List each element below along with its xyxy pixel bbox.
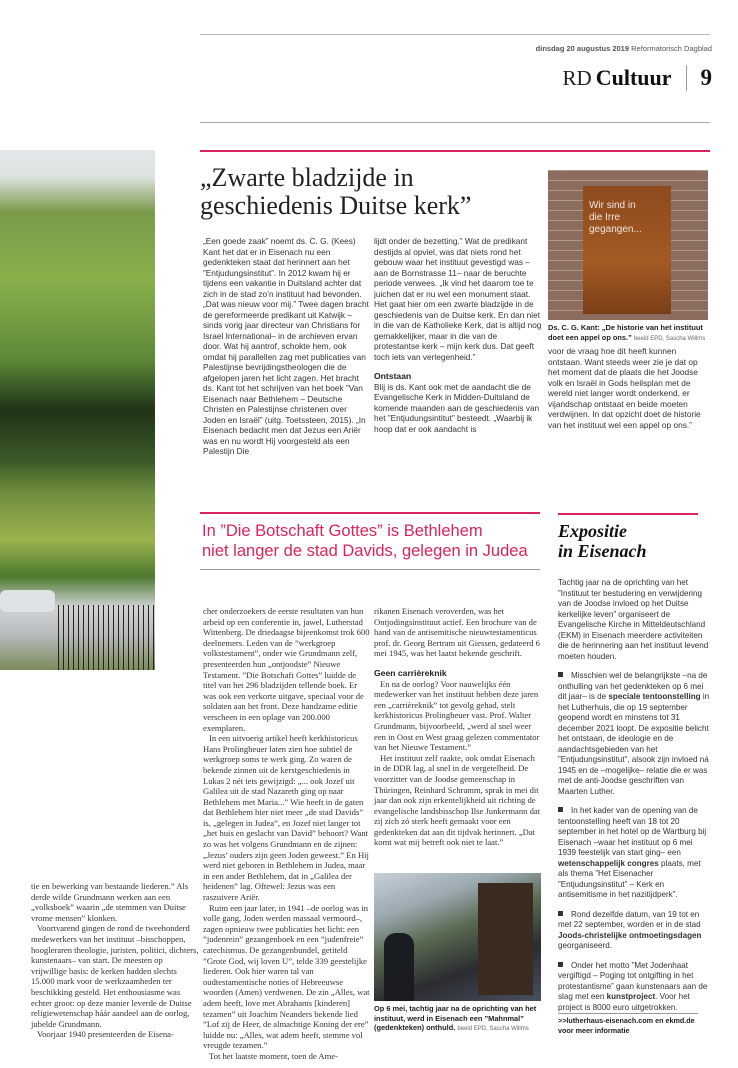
section-header: [563, 64, 712, 92]
bullet-text: georganiseerd.: [558, 941, 612, 950]
article2-column-0: [31, 881, 199, 1040]
caption-text: Op 6 mei, tachtig jaar na de oprichting van het instituut, werd in Eisenach een ”Mahnmal” (gedenkteken) onthuld.: [374, 1004, 537, 1032]
paper-name: Reformatorisch Dagblad: [631, 44, 712, 53]
memorial-wall: [478, 883, 533, 995]
fence-shape: [58, 605, 155, 670]
top-rule: [200, 34, 710, 35]
article1-headline: „Zwarte bladzijde in geschiedenis Duitse kerk”: [200, 163, 472, 220]
bullet-text: in het Lutherhuis, die op 19 september geopend wordt en minstens tot 31 december 2021 loopt. De expositie belicht het ontstaan, de ideologie en de aandachtsgebieden van het ”Entjudungsinstitut”, alsook zijn invloed ná 1945 en de –mogelijke– relatie die er was met de anti-Joodse geschriften van Maarten Luther.: [558, 692, 710, 796]
date: dinsdag 20 augustus 2019: [535, 44, 630, 53]
rusted-memorial: [583, 186, 671, 314]
article2-paragraph: tie en bewerking van bestaande liederen.” Als derde wilde Grundmann werken aan een „volksboek” waarin „de stemmen van Duitse vrome mensen” klonken.: [31, 881, 189, 923]
header-rule: [200, 122, 710, 123]
bullet-square-icon: [558, 962, 563, 967]
memorial-photo: [548, 170, 708, 320]
article2-paragraph: In een uitvoerig artikel heeft kerkhistoricus Hans Prolingheuer laten zien hoe subtiel de werkgroep soms te werk ging. Zo waren de bekende zinnen uit de kerstgeschiedenis in Lukas 2 nét iets gewijzigd: „... ook Jozef uit Galilea uit de stad Nazareth ging op naar Bethlehem met Maria...” Wie heeft in de gaten dat Bethlehem hier niet meer „de stad Davids” is, „gelegen in Judea”, en Jozef niet langer tot „het huis en geslacht van David” behoort? Want zo was het volgens Grundmann en de zijnen: „Jezus’ ouders zijn geen Joden geweest.” En Hij werd niet geboren in Bethlehem in Judea, maar in een ander Bethlehem, dat in „Galilea der heidenen” lag. Oftewel: Jezus was een raszuivere Ariër.: [203, 733, 369, 903]
article2-headline-rule: [200, 569, 540, 570]
bullet-text: Misschien wel de belangrijkste –na de onthulling van het gedenkteken op 6 mei dit jaar– is de: [558, 671, 708, 701]
headline-line: In ”Die Botschaft Gottes” is Bethlehem: [202, 522, 483, 540]
article1-column-3: voor de vraag hoe dit heeft kunnen ontstaan. Want steeds weer zie je dat op het moment dat de plaats die het Joodse volk en Israël in Gods heilsplan met de wereld niet langer wordt onderkend, er vijandschap ontstaat en beide moeten verdwijnen. In dat opzicht doet de historie van het instituut wel een appel op ons.”: [548, 346, 701, 430]
bullet-highlight: speciale tentoonstelling: [608, 692, 701, 701]
section-title: Cultuur: [595, 65, 672, 90]
sidebar-bullet: [558, 910, 710, 952]
sidebar-bottom-rule: [558, 1013, 698, 1014]
article2-top-rule: [200, 512, 540, 514]
article1-column-1: „Een goede zaak” noemt ds. C. G. (Kees) Kant het dat er in Eisenach nu een gedenkteken staat dat herinnert aan het ”Entjudungsinstitut”. In 2012 kwam hij er tijdens een vakantie in Duitsland achter dat zich in de stad zo’n instituut had bevonden. „Dat was nieuw voor mij.” Twee dagen bracht de gereformeerde predikant uit Katwijk –sinds vorig jaar directeur van Christians for Israel International– in de archieven ervan door. Wat hij aantrof, schokte hem, ook omdat hij parallellen zag met publicaties van Palestijnse bevrijdingstheologen die de afgelopen jaren het licht zagen. Het bracht ds. Kant tot het schrijven van het boek ”Van Eisenach naar Bethlehem – Deutsche Christen en Palestijnse christenen over Joden en Israël” (uitg. Toetssteen, 2015). „In Eisenach bedacht men dat Jezus een Ariër was en nu wordt Hij voorgesteld als een Palestijn Die: [203, 236, 369, 456]
person-silhouette: [384, 933, 414, 1001]
bullet-square-icon: [558, 672, 563, 677]
sidebar-intro: Tachtig jaar na de oprichting van het ”Instituut ter bestudering en verwijdering van de Joodse invloed op het Duitse kerkelijke leven” organiseert de Evangelische Kirche in Mitteldeutschland (EKM) in Eisenach meerdere activiteiten die de herinnering aan het instituut levend moeten houden.: [558, 578, 709, 661]
bullet-text: plaats, met als thema ”Het Eisenacher ”Entjudungsinstitut” – Kerk en antisemitisme in het nazitijdperk”.: [558, 858, 701, 899]
article2-paragraph: rikanen Eisenach veroverden, was het Ontjodingsinstituut actief. Een brochure van de hand van de antisemitische nieuwtestamenticus prof. dr. Georg Bertram uit Giessen, gedateerd 6 mei 1945, was het laatst bekende geschrift.: [374, 606, 540, 659]
bullet-text: Onder het motto ”Met Jodenhaat vergiftigd – Poging tot ontgifting in het protestantisme” gaan kunstenaars aan de slag met een: [558, 960, 708, 1001]
article1-subhead: Ontstaan: [374, 371, 412, 381]
bullet-square-icon: [558, 807, 563, 812]
bullet-highlight: Joods-christelijke ontmoetingsdagen: [558, 930, 702, 940]
sidebar-bullet: [558, 671, 710, 797]
article2-paragraph: En na de oorlog? Voor nauwelijks één medewerker van het instituut hebben deze jaren een „carrièreknik” tot gevolg gehad, stelt kerkhistoricus Prolingheuer vast. Prof. Walter Grundmann, bijvoorbeeld, „werd al snel weer een in Oost en West graag gelezen commentator van het Nieuwe Testament.”: [374, 678, 540, 753]
article1-caption: [548, 323, 710, 344]
photo-credit: beeld EPD, Sascha Willms: [633, 335, 706, 342]
bullet-text: Rond dezelfde datum, van 19 tot en met 22 september, worden er in de stad: [558, 909, 701, 929]
dateline: [536, 44, 712, 53]
bullet-square-icon: [558, 911, 563, 916]
title-line: Expositie: [558, 521, 628, 541]
article2-caption: [374, 1004, 544, 1035]
memorial-inscription: Wir sind in die Irre gegangen...: [589, 200, 642, 235]
article2-paragraph: Voorjaar 1940 presenteerden de Eisena-: [37, 1029, 174, 1040]
article2-paragraph: Tot het laatste moment, toen de Ame-: [209, 1050, 338, 1061]
bullet-text: . Voor het project is 8000 euro uitgetrokken.: [558, 992, 690, 1012]
sidebar-body: [558, 578, 710, 1013]
sidebar-bullet: [558, 961, 710, 1014]
unveiling-photo: [374, 873, 541, 1001]
photo-credit: beeld EPD, Sascha Willms: [457, 1026, 529, 1032]
caption-text: Ds. C. G. Kant: „De historie van het instituut doet een appel op ons.”: [548, 323, 703, 342]
article2-paragraph: Ruim een jaar later, in 1941 –de oorlog was in volle gang, Joden werden massaal vermoord–, zagen opnieuw twee publicaties het licht: een ”judenrein” gezangenboek en een ”judenfreie” catechismus. De gezangenbundel, getiteld ”Grote God, wij loven U”, telde 339 geestelijke liederen. Ook hier waren tal van oudtestamentische noties of Hebreeuwse woorden (Amen) verdwenen. De zin „Alles, wat adem heeft, love met Abrahams [kinderen] tezamen” uit Joachim Neanders bekende lied ”Lof zij de Heer, de almachtige Koning der ere” luidde nu: „Alles, wat adem heeft, stemme vol vreugde tezamen.”: [203, 902, 370, 1051]
brand-logo: RD: [562, 65, 592, 90]
title-line: in Eisenach: [558, 541, 647, 561]
article2-subhead: Geen carrièreknik: [374, 667, 447, 678]
sidebar-title: [558, 521, 708, 561]
headline-line: niet langer de stad Davids, gelegen in Judea: [202, 542, 528, 560]
sidebar-top-rule: [558, 513, 698, 515]
article2-column-1: [203, 606, 371, 1062]
article2-paragraph: Voortvarend gingen de rond de tweehonderd medewerkers van het instituut –bisschoppen, hoogleraren theologie, juristen, politici, dichters, kunstenaars– van start. De meesten op vrijwillige basis: de kerken hadden slechts 15.000 mark voor de werkzaamheden ter beschikking gesteld. Het enthousiasme was echter groot: op deze manier leverde de Duitse religiewetenschap háár aandeel aan de oorlog, jubelde Grundmann.: [31, 923, 199, 1029]
article2-paragraph: cher onderzoekers de eerste resultaten van hun arbeid op een conferentie in, jawel, Lutherstad Wittenberg. De driedaagse bijeenkomst trok 600 deelnemers. Leden van de ”werkgroep volkstestament”, onder wie Grundmann zelf, presenteerden hun „ontjoodste” Nieuwe Testament. ”Die Botschaft Gottes” luidde de titel van het 296 bladzijden tellende boek. Er was ook een verkorte uitgave, speciaal voor de soldaten aan het front. Deze handzame editie verscheen in een oplage van 200.000 exemplaren.: [203, 606, 370, 733]
article1-top-rule: [200, 150, 710, 152]
sidebar-bullet: [558, 806, 710, 901]
car-shape: [0, 590, 55, 612]
article1-paragraph: Blij is ds. Kant ook met de aandacht die de Evangelische Kerk in Midden-Duitsland de komende maanden aan de geschiedenis van het ”Entjudungsintitut” besteedt. „Waarbij ik hoop dat er ook aandacht is: [374, 381, 540, 434]
bullet-text: In het kader van de opening van de tentoonstelling heeft van 18 tot 20 september in het hotel op de Wartburg bij Eisenach –waar het instituut op 6 mei 1939 feestelijk van start ging– een: [558, 806, 707, 857]
article2-headline: [202, 521, 547, 561]
article1-paragraph: lijdt onder de bezetting.” Wat de predikant destijds al opviel, was dat niets rond het gebouw waar het instituut gevestigd was –aan de Bornstrasse 11– naar de beruchte periode verwees. „Ik vind het daarom toe te juichen dat er nu wel een monument staat. Het gaat hier om een zwarte bladzijde in de geschiedenis van de Duitse kerk. En dan niet in die van de Katholieke Kerk, dat is altijd nog gemakkelijker, maar in die van de protestantse kerk – mijn kerk dus. Dat geeft toch iets van verlegenheid.”: [374, 236, 542, 362]
bullet-highlight: wetenschappelijk congres: [558, 858, 659, 868]
landscape-photo: [0, 150, 155, 670]
article2-paragraph: Het instituut zelf raakte, ook omdat Eisenach in de DDR lag, al snel in de vergetelheid. De voorzitter van de Joodse gemeenschap in Thüringen, Reinhard Schramm, sprak in mei dit jaar dan ook zijn erkentelijkheid uit richting de evangelische landsbisschop Ilse Junkermann dat zij zich zó sterk heeft gemaakt voor een gedenkteken dat aan dit tijdvak herinnert. „Dat komt wat mij betreft ook niet te laat.”: [374, 752, 541, 848]
divider: [686, 65, 687, 91]
sidebar-more-info-link[interactable]: >>lutherhaus-eisenach.com en ekmd.de voor meer informatie: [558, 1016, 695, 1035]
page-number: 9: [700, 65, 712, 90]
bullet-highlight: kunstproject: [606, 992, 656, 1001]
article2-column-2: [374, 606, 542, 848]
article1-column-2: [374, 236, 542, 434]
